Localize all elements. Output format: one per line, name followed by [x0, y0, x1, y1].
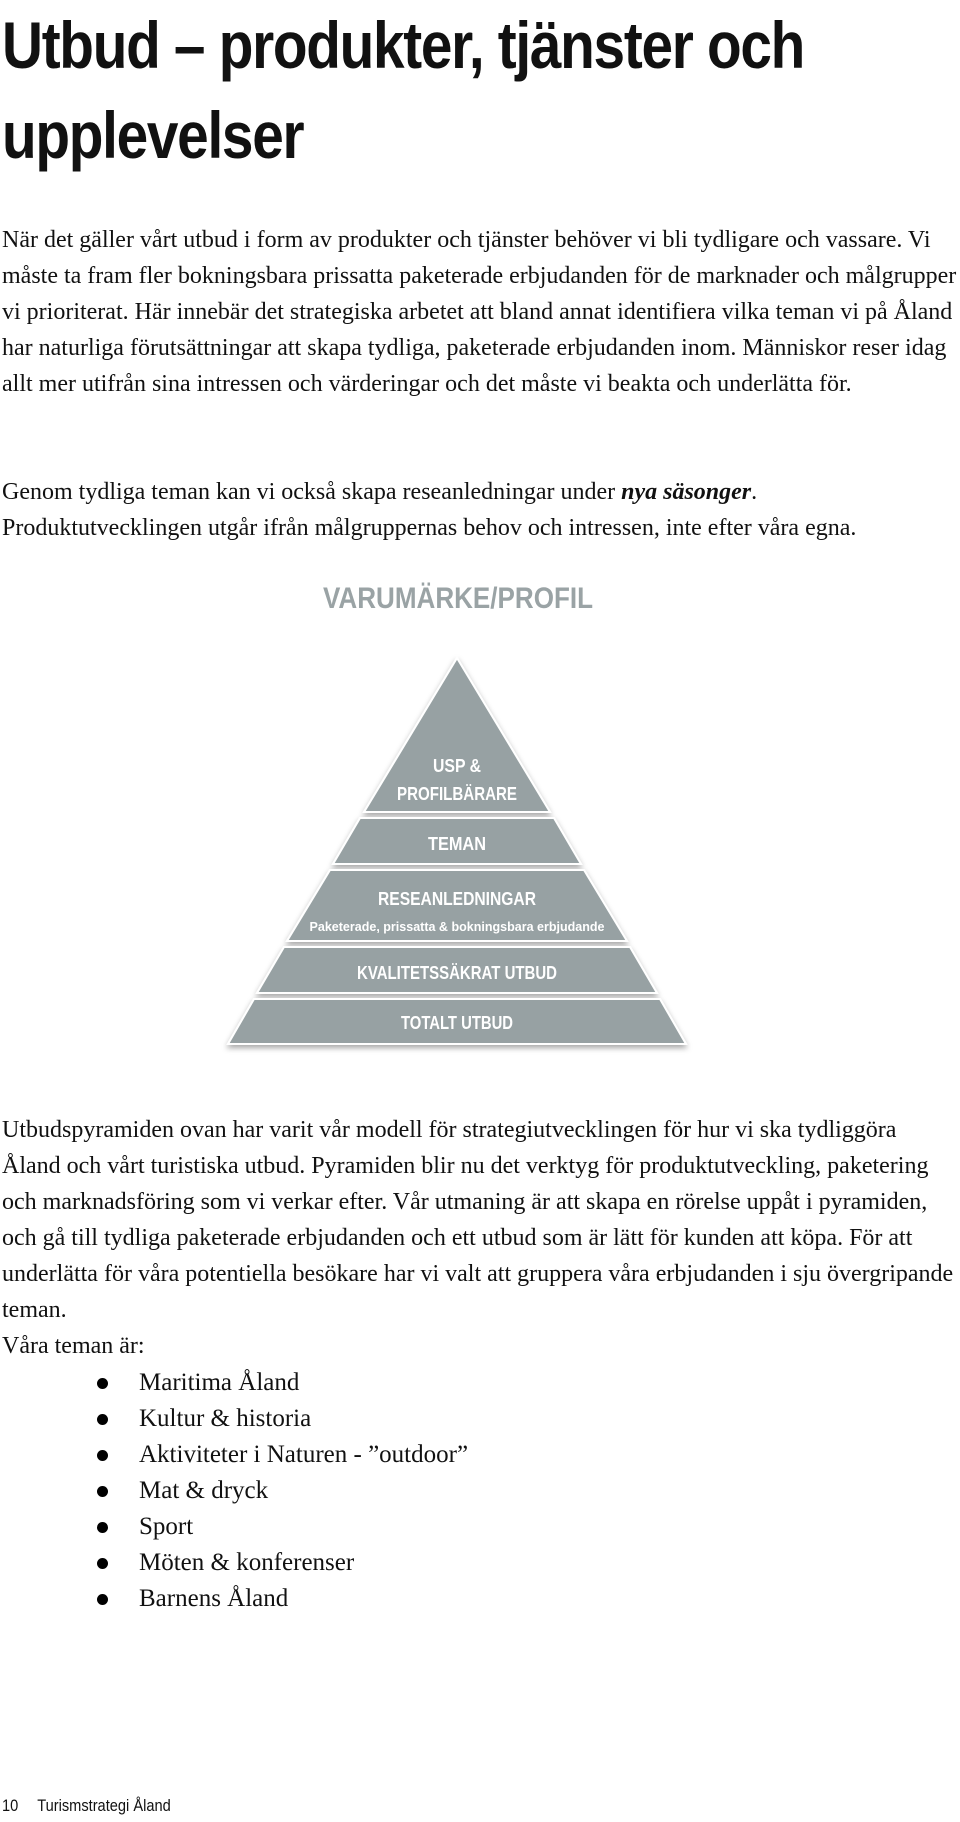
page-title: Utbud – produkter, tjänster och upplevelser [2, 8, 805, 172]
third-paragraph: Utbudspyramiden ovan har varit vår modell för strategiutvecklingen för hur vi ska tydliggöra Åland och vårt turistiska utbud. Pyramiden blir nu det verktyg för produktutveckling, paketering och marknadsföring som vi verkar efter. Vår utmaning är att skapa en rörelse uppåt i pyramiden, och gå till tydliga paketerade erbjudanden och ett utbud som är lätt för kunden att köpa. För att underlätta för våra potentiella besökare har vi valt att gruppera våra erbjudanden i sju övergripande teman. [2, 1117, 954, 1323]
pyramid-totalt-label: TOTALT UTBUD [401, 1013, 513, 1033]
theme-label: Möten & konferenser [139, 1549, 355, 1576]
pyramid-graphic [200, 580, 720, 1100]
bullet-icon [97, 1378, 108, 1389]
bullet-icon [97, 1486, 108, 1497]
list-item [0, 1473, 700, 1509]
pyramid-reseanledningar-sub: Paketerade, prissatta & bokningsbara erbjudande [309, 919, 605, 934]
theme-label: Sport [139, 1513, 194, 1540]
second-paragraph [2, 474, 957, 546]
list-item [0, 1437, 700, 1473]
themes-intro: Våra teman är: [2, 1333, 145, 1359]
bullet-icon [97, 1450, 108, 1461]
intro-paragraph: När det gäller vårt utbud i form av produkter och tjänster behöver vi bli tydligare och vassare. Vi måste ta fram fler bokningsbara prissatta paketerade erbjudanden för de marknader och målgrupper vi prioriterat. Här innebär det strategiska arbetet att bland annat identifiera vilka teman vi på Åland har naturliga förutsättningar att skapa tydliga, paketerade erbjudanden inom. Människor reser idag allt mer utifrån sina intressen och värderingar och det måste vi beakta och underlätta för. [2, 227, 957, 397]
theme-label: Maritima Åland [139, 1369, 300, 1396]
pyramid-usp-line2: PROFILBÄRARE [397, 784, 517, 804]
pyramid-usp-line1: USP & [433, 756, 481, 776]
bullet-icon [97, 1414, 108, 1425]
second-paragraph-start: Genom tydliga teman kan vi också skapa reseanledningar under [2, 479, 622, 505]
bullet-icon [97, 1558, 108, 1569]
bullet-icon [97, 1594, 108, 1605]
theme-label: Mat & dryck [139, 1477, 269, 1504]
theme-label: Aktiviteter i Naturen - ”outdoor” [139, 1441, 469, 1468]
pyramid-reseanledningar-label: RESEANLEDNINGAR [378, 889, 536, 909]
theme-label: Barnens Åland [139, 1585, 289, 1612]
list-item [0, 1581, 700, 1617]
theme-label: Kultur & historia [139, 1405, 312, 1432]
new-seasons-emphasis: nya säsonger [621, 479, 752, 505]
list-item [0, 1365, 700, 1401]
page-number: 10 [2, 1796, 19, 1815]
list-item [0, 1401, 700, 1437]
list-item [0, 1509, 700, 1545]
page-footer [2, 1796, 171, 1816]
pyramid-teman-label: TEMAN [428, 834, 486, 854]
second-paragraph-end: . Produktutvecklingen utgår ifrån målgruppernas behov och intressen, inte efter våra egna. [2, 479, 857, 541]
footer-doc-title: Turismstrategi Åland [37, 1796, 171, 1815]
bullet-icon [97, 1522, 108, 1533]
pyramid-kvalitet-label: KVALITETSSÄKRAT UTBUD [357, 963, 557, 983]
pyramid-top-label: VARUMÄRKE/PROFIL [323, 582, 593, 615]
product-pyramid-figure [200, 580, 720, 1100]
themes-list [0, 1365, 700, 1617]
list-item [0, 1545, 700, 1581]
